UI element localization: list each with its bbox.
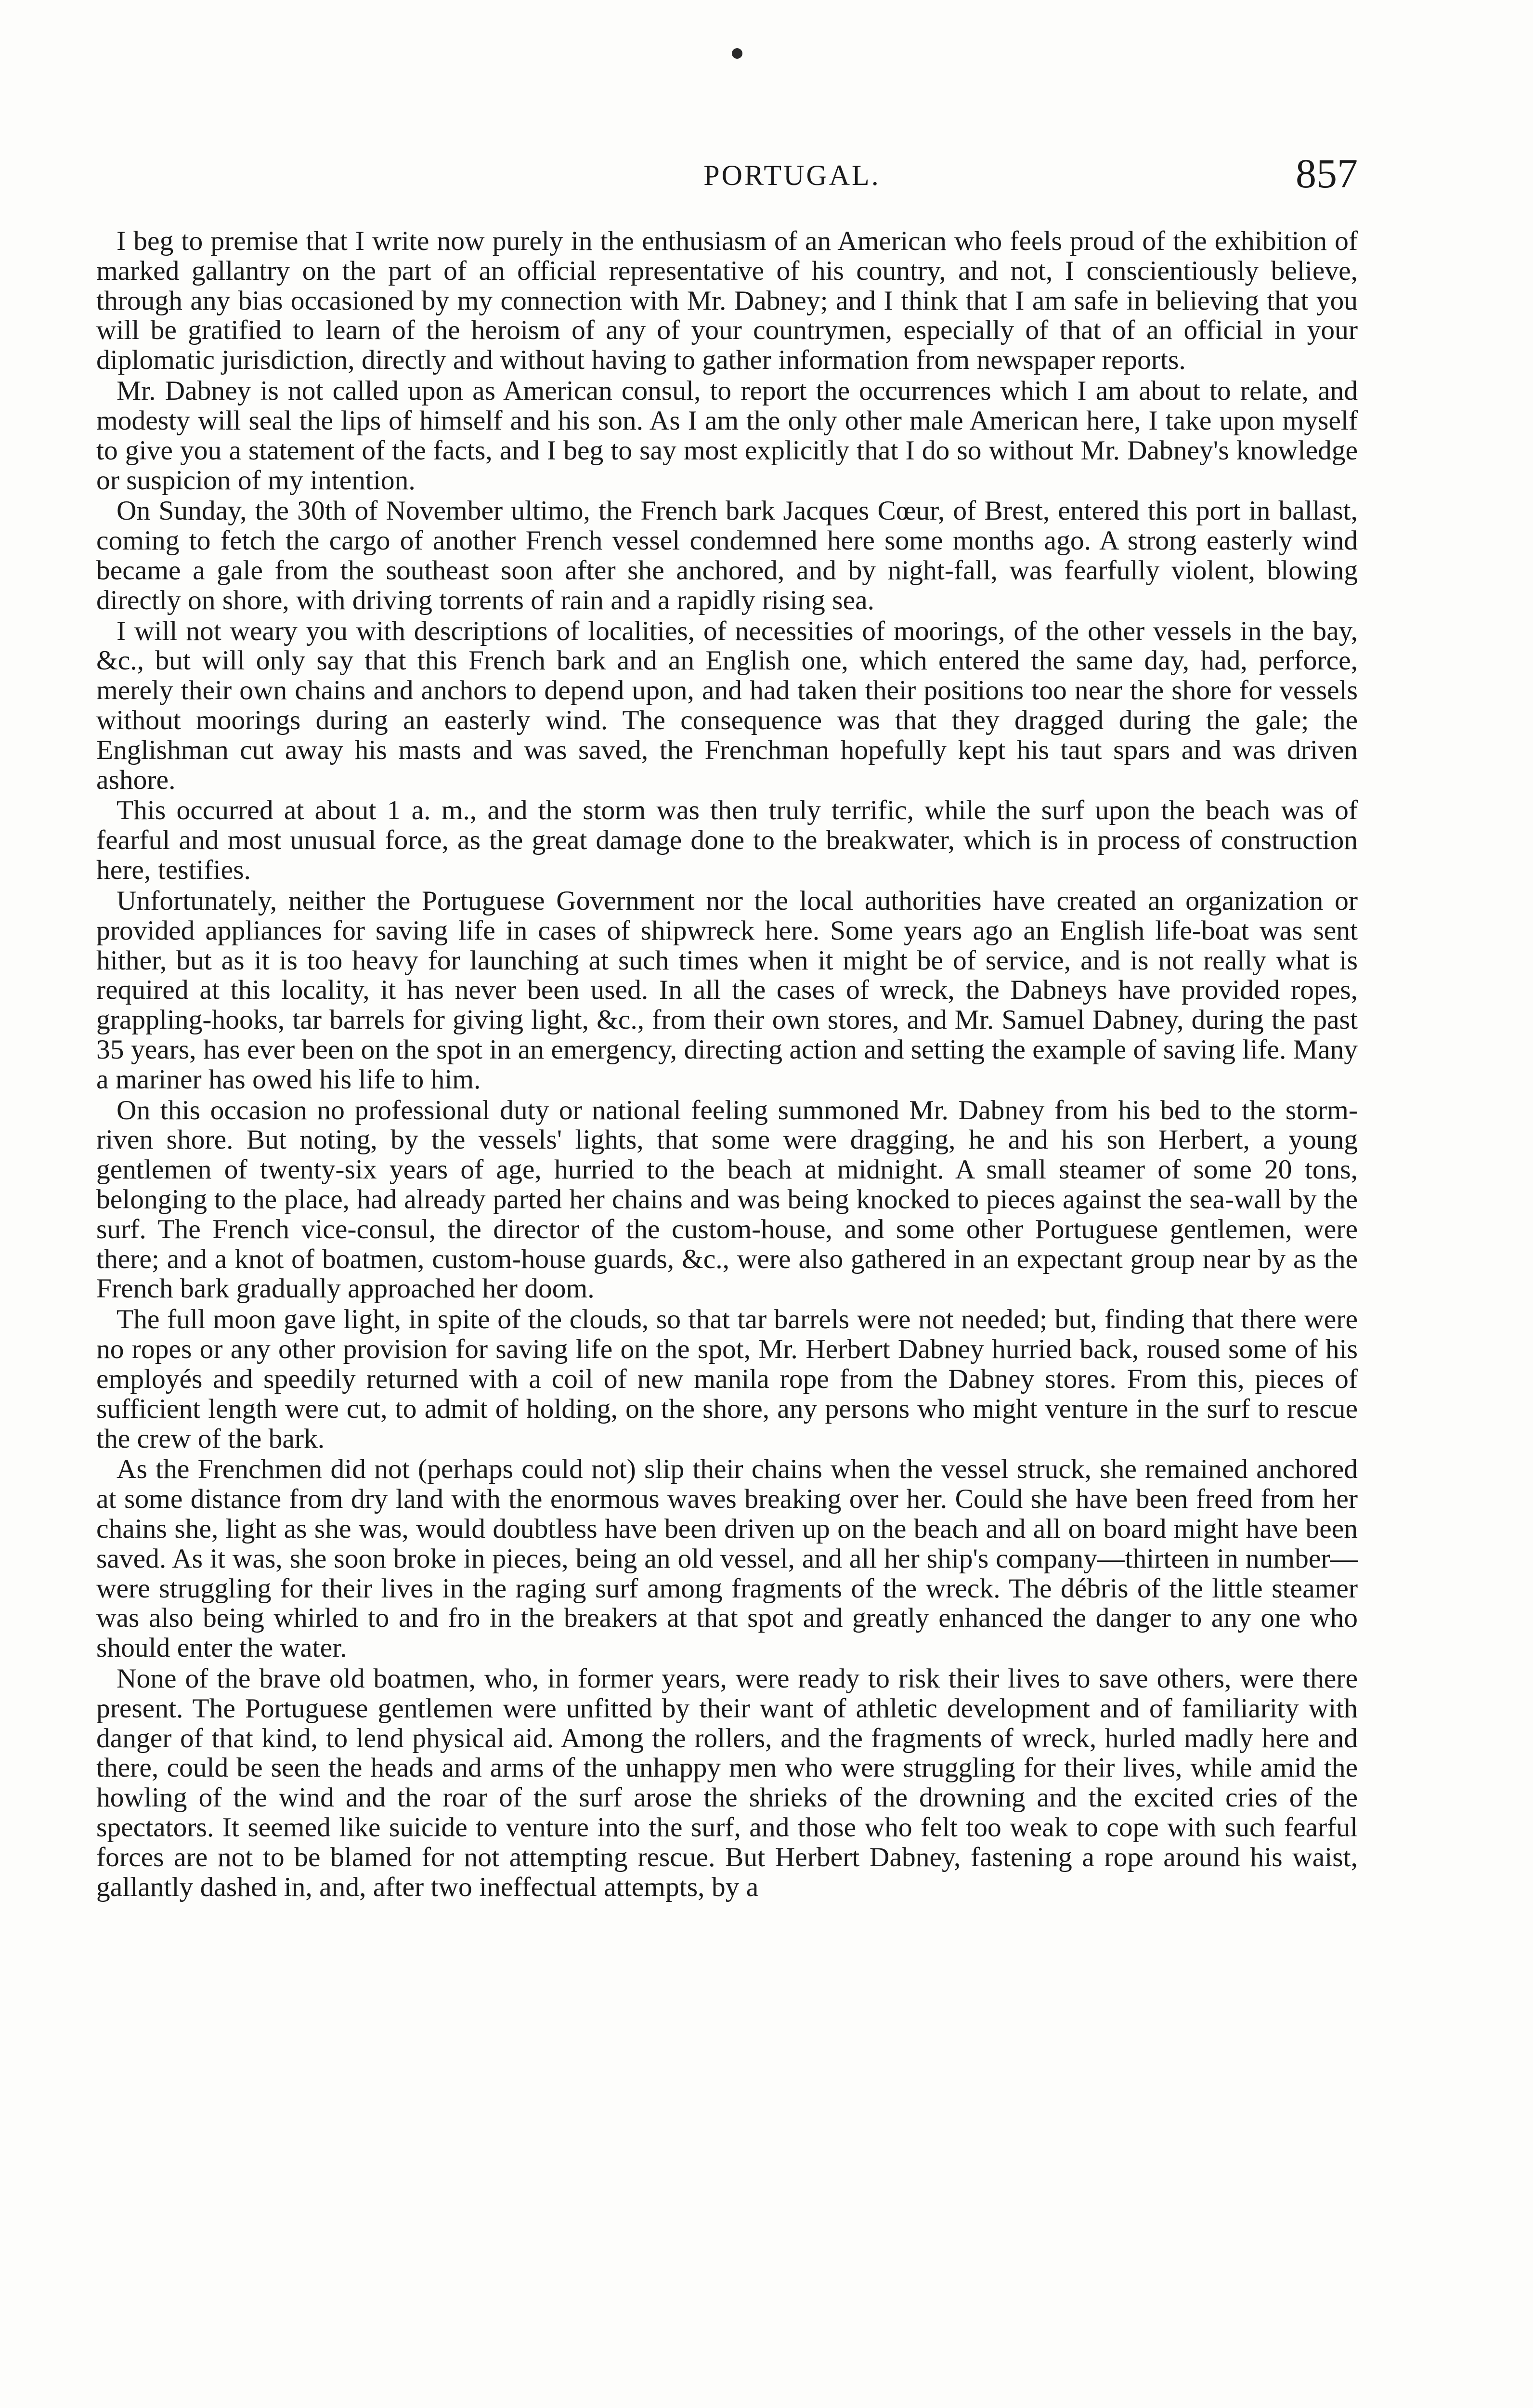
paragraph: Mr. Dabney is not called upon as American consul, to report the occurrences which I am about to relate, and modesty will seal the lips of himself and his son. As I am the only other male American here, I take upon myself to give you a statement of the facts, and I beg to say most explicitly that I do so without Mr. Dabney's knowledge or suspicion of my intention. [96, 376, 1358, 496]
paragraph: The full moon gave light, in spite of the clouds, so that tar barrels were not needed; but, finding that there were no ropes or any other provision for saving life on the spot, Mr. Herbert Dabney hurried back, roused some of his employés and speedily returned with a coil of new manila rope from the Dabney stores. From this, pieces of sufficient length were cut, to admit of holding, on the shore, any persons who might venture in the surf to rescue the crew of the bark. [96, 1304, 1358, 1454]
paragraph: I will not weary you with descriptions of localities, of necessities of moorings, of the other vessels in the bay, &c., but will only say that this French bark and an English one, which entered the same day, had, perforce, merely their own chains and anchors to depend upon, and had taken their positions too near the shore for vessels without moorings during an easterly wind. The consequence was that they dragged during the gale; the Englishman cut away his masts and was saved, the Frenchman hopefully kept his taut spars and was driven ashore. [96, 615, 1358, 795]
paragraph: Unfortunately, neither the Portuguese Government nor the local authorities have created an organization or provided appliances for saving life in cases of shipwreck here. Some years ago an English life-boat was sent hither, but as it is too heavy for launching at such times when it might be of service, and is not really what is required at this locality, it has never been used. In all the cases of wreck, the Dabneys have provided ropes, grappling-hooks, tar barrels for giving light, &c., from their own stores, and Mr. Samuel Dabney, during the past 35 years, has ever been on the spot in an emergency, directing action and setting the example of saving life. Many a mariner has owed his life to him. [96, 885, 1358, 1095]
body-text [96, 226, 1358, 1903]
paragraph: This occurred at about 1 a. m., and the storm was then truly terrific, while the surf upon the beach was of fearful and most unusual force, as the great damage done to the breakwater, which is in process of construction here, testifies. [96, 795, 1358, 886]
page-number: 857 [1296, 150, 1358, 196]
paragraph: None of the brave old boatmen, who, in former years, were ready to risk their lives to save others, were there present. The Portuguese gentlemen were unfitted by their want of athletic development and of familiarity with danger of that kind, to lend physical aid. Among the rollers, and the fragments of wreck, hurled madly here and there, could be seen the heads and arms of the unhappy men who were struggling for their lives, while amid the howling of the wind and the roar of the surf arose the shrieks of the drowning and the excited cries of the spectators. It seemed like suicide to venture into the surf, and those who felt too weak to cope with such fearful forces are not to be blamed for not attempting rescue. But Herbert Dabney, fastening a rope around his waist, gallantly dashed in, and, after two ineffectual attempts, by a [96, 1663, 1358, 1902]
page-header [226, 149, 1358, 202]
paragraph: I beg to premise that I write now purely in the enthusiasm of an American who feels proud of the exhibition of marked gallantry on the part of an official representative of his country, and not, I conscientiously believe, through any bias occasioned by my connection with Mr. Dabney; and I think that I am safe in believing that you will be gratified to learn of the heroism of any of your countrymen, especially of that of an official in your diplomatic jurisdiction, directly and without having to gather information from newspaper reports. [96, 226, 1358, 376]
ink-speck [732, 48, 742, 59]
paragraph: On Sunday, the 30th of November ultimo, the French bark Jacques Cœur, of Brest, entered this port in ballast, coming to fetch the cargo of another French vessel condemned here some months ago. A strong easterly wind became a gale from the southeast soon after she anchored, and by night-fall, was fearfully violent, blowing directly on shore, with driving torrents of rain and a rapidly rising sea. [96, 496, 1358, 615]
paragraph: As the Frenchmen did not (perhaps could not) slip their chains when the vessel struck, she remained anchored at some distance from dry land with the enormous waves breaking over her. Could she have been freed from her chains she, light as she was, would doubtless have been driven up on the beach and all on board might have been saved. As it was, she soon broke in pieces, being an old vessel, and all her ship's company—thirteen in number—were struggling for their lives in the raging surf among fragments of the wreck. The débris of the little steamer was also being whirled to and fro in the breakers at that spot and greatly enhanced the danger to any one who should enter the water. [96, 1454, 1358, 1663]
paragraph: On this occasion no professional duty or national feeling summoned Mr. Dabney from his bed to the storm-riven shore. But noting, by the vessels' lights, that some were dragging, he and his son Herbert, a young gentlemen of twenty-six years of age, hurried to the beach at midnight. A small steamer of some 20 tons, belonging to the place, had already parted her chains and was being knocked to pieces against the sea-wall by the surf. The French vice-consul, the director of the custom-house, and some other Portuguese gentlemen, were there; and a knot of boatmen, custom-house guards, &c., were also gathered in an expectant group near by as the French bark gradually approached her doom. [96, 1095, 1358, 1304]
running-head: PORTUGAL. [703, 159, 881, 191]
